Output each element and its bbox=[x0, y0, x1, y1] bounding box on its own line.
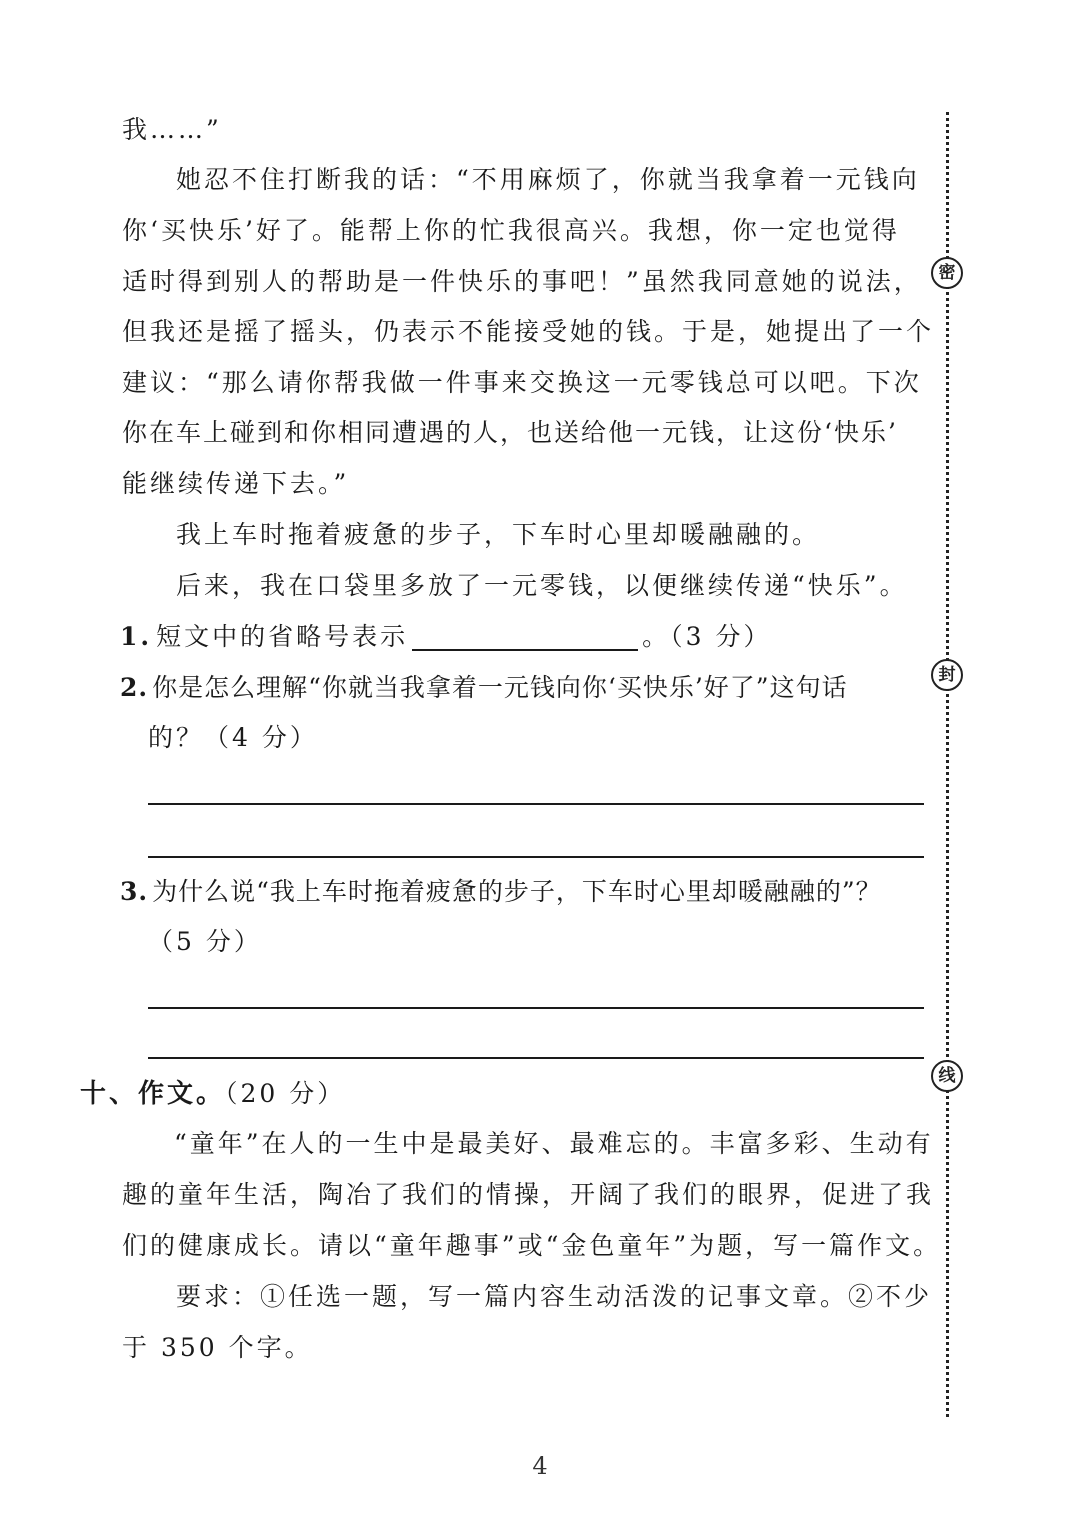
question-3-continued: （5 分） bbox=[148, 927, 262, 956]
passage-line: 但我还是摇了摇头，仍表示不能接受她的钱。于是，她提出了一个 bbox=[122, 317, 935, 346]
question-score: 。（3 分） bbox=[642, 622, 772, 651]
passage-line: 她忍不住打断我的话：“不用麻烦了，你就当我拿着一元钱向 bbox=[176, 165, 920, 194]
composition-line: “童年”在人的一生中是最美好、最难忘的。丰富多彩、生动有 bbox=[174, 1129, 934, 1158]
seal-mark: 封 bbox=[931, 659, 963, 691]
composition-line: 于 350 个字。 bbox=[122, 1333, 313, 1362]
passage-line: 我上车时拖着疲惫的步子，下车时心里却暖融融的。 bbox=[176, 520, 821, 549]
passage-line: 建议：“那么请你帮我做一件事来交换这一元零钱总可以吧。下次 bbox=[122, 368, 922, 397]
binding-dotted-line bbox=[946, 112, 949, 1417]
passage-line: 你‘买快乐’好了。能帮上你的忙我很高兴。我想，你一定也觉得 bbox=[122, 216, 900, 245]
seal-mark: 密 bbox=[931, 257, 963, 289]
question-3 bbox=[120, 866, 1080, 918]
composition-line: 要求：①任选一题，写一篇内容生动活泼的记事文章。②不少 bbox=[176, 1282, 933, 1311]
answer-line[interactable] bbox=[148, 1057, 924, 1059]
question-2-continued: 的？（4 分） bbox=[148, 723, 318, 752]
answer-line[interactable] bbox=[148, 856, 924, 858]
question-text: 为什么说“我上车时拖着疲惫的步子，下车时心里却暖融融的”？ bbox=[152, 877, 882, 906]
seal-mark: 线 bbox=[931, 1060, 963, 1092]
composition-line: 趣的童年生活，陶冶了我们的情操，开阔了我们的眼界，促进了我 bbox=[122, 1180, 935, 1209]
fill-in-blank[interactable] bbox=[412, 649, 638, 651]
passage-line: 能继续传递下去。” bbox=[122, 469, 350, 498]
question-number: 1. bbox=[120, 622, 153, 651]
question-number: 2. bbox=[120, 673, 149, 702]
passage-line: 我……” bbox=[122, 115, 222, 144]
section-score: （20 分） bbox=[225, 1079, 346, 1108]
composition-heading bbox=[80, 1068, 1080, 1120]
question-text: 短文中的省略号表示 bbox=[156, 622, 409, 651]
answer-line[interactable] bbox=[148, 803, 924, 805]
question-number: 3. bbox=[120, 877, 149, 906]
passage-line: 你在车上碰到和你相同遭遇的人，也送给他一元钱，让这份‘快乐’ bbox=[122, 418, 898, 447]
passage-line: 后来，我在口袋里多放了一元零钱，以便继续传递“快乐”。 bbox=[176, 571, 908, 600]
page-number: 4 bbox=[532, 1452, 548, 1480]
composition-line: 们的健康成长。请以“童年趣事”或“金色童年”为题，写一篇作文。 bbox=[122, 1231, 942, 1260]
question-text: 你是怎么理解“你就当我拿着一元钱向你‘买快乐’好了”这句话 bbox=[152, 673, 848, 702]
section-title: 十、作文。 bbox=[80, 1079, 226, 1109]
question-1 bbox=[120, 611, 1080, 663]
passage-line: 适时得到别人的帮助是一件快乐的事吧！”虽然我同意她的说法， bbox=[122, 267, 922, 296]
answer-line[interactable] bbox=[148, 1007, 924, 1009]
